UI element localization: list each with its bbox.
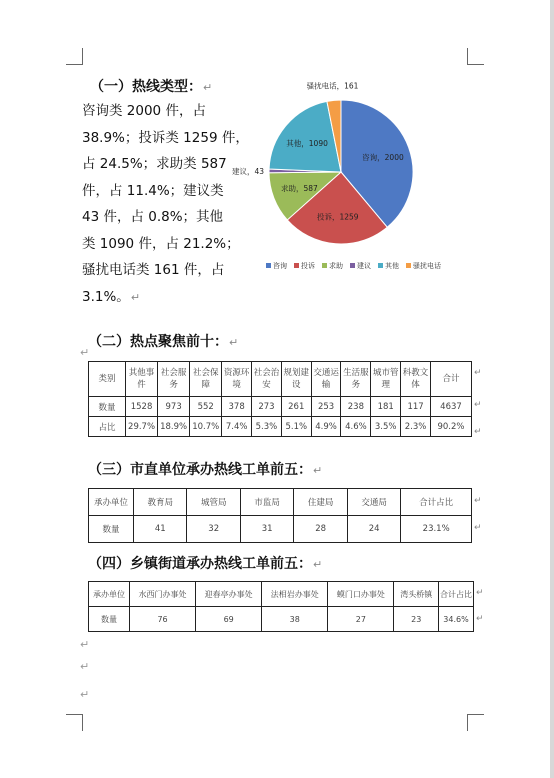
table-cell: 法相岩办事处 (262, 582, 328, 607)
table-cell: 规划建设 (281, 362, 311, 397)
margin-corner-mark (66, 48, 83, 65)
table-cell: 合计占比 (439, 582, 474, 607)
section2-heading: （二）热点聚焦前十：↵ (88, 334, 239, 350)
row-end-mark: ↵ (474, 496, 482, 506)
paragraph-line: 类 1090 件，占 21.2%； (82, 235, 240, 252)
margin-corner-mark (467, 714, 484, 731)
table-cell: 交通局 (347, 489, 400, 516)
table-cell: 迎春亭办事处 (196, 582, 262, 607)
legend-swatch (378, 263, 383, 268)
pie-data-label: 投诉，1259 (316, 212, 359, 222)
pie-slices (269, 100, 413, 244)
paragraph-mark: ↵ (80, 660, 90, 673)
table-row (89, 397, 472, 417)
table-cell: 29.7% (126, 417, 158, 437)
table-cell: 占比 (89, 417, 126, 437)
table-cell: 教育局 (134, 489, 187, 516)
table-cell: 23.1% (401, 516, 472, 543)
table-cell: 合计 (431, 362, 472, 397)
table-cell: 5.1% (281, 417, 311, 437)
table-cell: 蟆门口办事处 (328, 582, 394, 607)
table-cell: 261 (281, 397, 311, 417)
table-cell: 4637 (431, 397, 472, 417)
margin-corner-mark (467, 48, 484, 65)
legend-label: 求助 (329, 262, 343, 270)
township-top5-table (88, 581, 474, 632)
table-cell: 90.2% (431, 417, 472, 437)
table-cell: 10.7% (190, 417, 222, 437)
legend-label: 投诉 (301, 262, 315, 270)
table-cell: 4.9% (311, 417, 341, 437)
table-cell: 76 (130, 607, 196, 632)
hotspot-top10-table (88, 361, 472, 437)
paragraph-line: 咨询类 2000 件，占 (82, 103, 206, 119)
table-cell: 承办单位 (89, 582, 130, 607)
table-header-row (89, 582, 474, 607)
legend-swatch (266, 263, 271, 268)
table-cell: 4.6% (341, 417, 371, 437)
table-cell: 117 (401, 397, 431, 417)
table-cell: 社会治安 (252, 362, 282, 397)
table-cell: 其他事件 (126, 362, 158, 397)
table-cell: 社会服务 (158, 362, 190, 397)
legend-swatch (350, 263, 355, 268)
table-cell: 城管局 (187, 489, 240, 516)
table-cell: 交通运输 (311, 362, 341, 397)
paragraph-line: 骚扰电话类 161 件，占 (82, 262, 225, 278)
legend-label: 其他 (385, 262, 399, 270)
table-cell: 合计占比 (401, 489, 472, 516)
table-cell: 973 (158, 397, 190, 417)
table-row (89, 516, 472, 543)
table-cell: 住建局 (294, 489, 347, 516)
table-cell: 378 (222, 397, 252, 417)
table-cell: 生活服务 (341, 362, 371, 397)
legend-swatch (322, 263, 327, 268)
legend-label: 骚扰电话 (413, 262, 441, 270)
paragraph-mark: ↵ (80, 688, 90, 701)
legend-swatch (294, 263, 299, 268)
table-row (89, 607, 474, 632)
paragraph-line: 38.9%；投诉类 1259 件， (82, 129, 249, 146)
legend-label: 建议 (357, 262, 371, 270)
table-cell: 69 (196, 607, 262, 632)
hotline-type-pie-chart (231, 81, 474, 278)
pie-legend (266, 261, 441, 270)
paragraph-line: 3.1%。↵ (82, 288, 141, 305)
table-cell: 552 (190, 397, 222, 417)
table-cell: 34.6% (439, 607, 474, 632)
table-cell: 5.3% (252, 417, 282, 437)
legend-label: 咨询 (273, 262, 287, 270)
table-cell: 水西门办事处 (130, 582, 196, 607)
row-end-mark: ↵ (474, 523, 482, 533)
table-cell: 273 (252, 397, 282, 417)
table-cell: 科教文体 (401, 362, 431, 397)
table-header-row (89, 362, 472, 397)
table-cell: 31 (240, 516, 293, 543)
table-cell: 数量 (89, 516, 134, 543)
row-end-mark: ↵ (474, 400, 482, 410)
table-cell: 城市管理 (371, 362, 401, 397)
pie-data-label: 咨询，2000 (362, 152, 404, 162)
paragraph-mark: ↵ (80, 346, 90, 359)
table-cell: 23 (394, 607, 439, 632)
table-cell: 32 (187, 516, 240, 543)
section1-heading: （一）热线类型：↵ (90, 79, 213, 95)
margin-corner-mark (66, 714, 83, 731)
table-cell: 253 (311, 397, 341, 417)
table-cell: 7.4% (222, 417, 252, 437)
table-cell: 2.3% (401, 417, 431, 437)
row-end-mark: ↵ (476, 614, 484, 624)
table-cell: 湾头桥镇 (394, 582, 439, 607)
table-cell: 181 (371, 397, 401, 417)
pie-data-label: 建议，43 (231, 167, 264, 176)
table-cell: 28 (294, 516, 347, 543)
table-header-row (89, 489, 472, 516)
table-cell: 238 (341, 397, 371, 417)
table-cell: 1528 (126, 397, 158, 417)
table-cell: 41 (134, 516, 187, 543)
table-cell: 数量 (89, 607, 130, 632)
table-cell: 承办单位 (89, 489, 134, 516)
pie-data-label: 骚扰电话，161 (306, 81, 359, 91)
table-cell: 社会保障 (190, 362, 222, 397)
legend-swatch (406, 263, 411, 268)
vertical-scrollbar[interactable] (550, 0, 554, 778)
row-end-mark: ↵ (476, 588, 484, 598)
paragraph-line: 件，占 11.4%；建议类 (82, 182, 224, 199)
city-units-top5-table (88, 488, 472, 543)
row-end-mark: ↵ (474, 368, 482, 378)
pie-data-label: 求助，587 (280, 184, 318, 194)
table-cell: 数量 (89, 397, 126, 417)
section4-heading: （四）乡镇街道承办热线工单前五：↵ (88, 556, 323, 572)
table-cell: 24 (347, 516, 400, 543)
pie-data-label: 其他，1090 (286, 138, 328, 148)
table-cell: 3.5% (371, 417, 401, 437)
table-cell: 资源环境 (222, 362, 252, 397)
section3-heading: （三）市直单位承办热线工单前五：↵ (88, 462, 323, 478)
row-end-mark: ↵ (474, 427, 482, 437)
table-cell: 38 (262, 607, 328, 632)
table-cell: 类别 (89, 362, 126, 397)
paragraph-line: 43 件，占 0.8%；其他 (82, 209, 224, 225)
paragraph-line: 占 24.5%；求助类 587 (82, 156, 227, 172)
table-cell: 18.9% (158, 417, 190, 437)
table-row (89, 417, 472, 437)
paragraph-mark: ↵ (80, 638, 90, 651)
table-cell: 市监局 (240, 489, 293, 516)
table-cell: 27 (328, 607, 394, 632)
